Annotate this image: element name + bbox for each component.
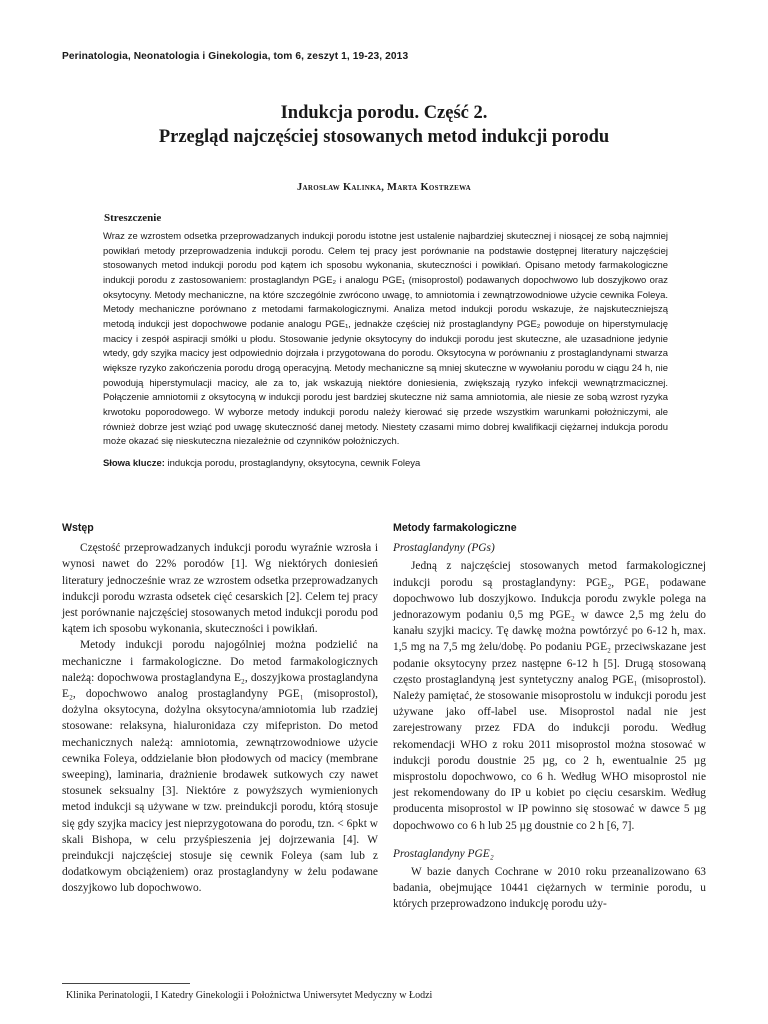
article-title-line1: Indukcja porodu. Część 2. xyxy=(280,103,488,123)
article-title-line2: Przegląd najczęściej stosowanych metod indukcji porodu xyxy=(158,127,610,147)
authors: Jarosław Kalinka, Marta Kostrzewa xyxy=(296,182,472,193)
footnote-rule xyxy=(62,983,190,984)
paragraph: Częstość przeprowadzanych indukcji porodu wyraźnie wzrosła i wynosi nawet do 22% porodów [1]. Wg niektórych doniesień literatury jednocześnie wraz ze wzrostem odsetka przeprowadzanych indukcji porodu wzrasta odsetek cięć cesarskich [2]. Celem tej pracy jest porównanie najczęściej stosowanych metod indukcji porodu pod kątem ich sposobu wykonania, skuteczności i powikłań. xyxy=(62,542,378,636)
keywords-label: Słowa klucze: xyxy=(103,458,165,469)
journal-header: Perinatologia, Neonatologia i Ginekologia, tom 6, zeszyt 1, 19-23, 2013 xyxy=(62,51,409,62)
paragraph: Jedną z najczęściej stosowanych metod farmakologicznej indukcji porodu są prostaglandyny: PGE₂, PGE₁ podawane dopochwowo lub doszyjkowo. Indukcja porodu zwykle polega na jednorazowym podaniu 0,5 mg PGE₂ w dawce 2,5 mg żelu do kanału szyjki macicy. Tę dawkę można powtórzyć po 6-12 h, max. 1,5 mg na 7,5 mg żelu/dobę. Po podaniu PGE₂ przeciwskazane jest podanie oksytocyny przez następne 6-12 h [5]. Drugą stosowaną często prostaglandyną jest syntetyczny analog PGE₁ (misoprostol). Należy pamiętać, że stosowanie misoprostolu w indukcji porodu jest używane jako off-label use. Misoprostol nadal nie jest zarejestrowany przez FDA do indukcji porodu. Według rekomendacji WHO z roku 2011 misoprostol można stosować w indukcji porodu doustnie 25 µg, co 2 h, ewentualnie 25 µg misprostolu dopochwowo, co 6 h. Według WHO misoprostol nie jest rekomendowany do IP u kobiet po cięciu cesarskim. Według producenta misoprostol w IP powinno się stosować w dawce 5 µg dopochwowo co 6 h lub 25 µg doustnie co 2 h [6, 7]. xyxy=(393,560,706,832)
subsection-heading: Prostaglandyny PGE₂ xyxy=(393,847,494,860)
abstract xyxy=(103,230,668,450)
section-heading-pharma: Metody farmakologiczne xyxy=(393,522,517,534)
footnote: Klinika Perinatologii, I Katedry Ginekologii i Położnictwa Uniwersytet Medyczny w Łodzi xyxy=(66,990,433,1001)
paragraph: Metody indukcji porodu najogólniej można podzielić na mechaniczne i farmakologiczne. Do metod farmakologicznych należą: dopochwowa prostaglandyna E₂, doszyjkowa prostaglandyna E₂, dopochwowo analog prostaglandyny PGE₁ (misoprostol), dożylna oksytocyna, dożylna oksytocyna/amniotomia lub rzadziej stosowane: relaksyna, hialuronidaza czy mifepriston. Do metod mechanicznych należą: amniotomia, zewnątrzowodniowe użycie cewnika Foleya, oddzielanie błon płodowych od macicy (membrane sweeping), laminaria, drażnienie brodawek sutkowych czy nawet stosunek seksualny [3]. Niektóre z powyższych wymienionych metod indukcji są używane w tzw. preindukcji porodu, którą stosuje się gdy szyjka macicy jest nieprzygotowana do porodu, tzn. < 6pkt w skali Bishopa, w celu przyśpieszenia jej dojrzewania [4]. W preindukcji najczęściej stosuje się cewnik Foleya (sam lub z dodatkowym obciążeniem) oraz prostaglandyny w żelu podawane doszyjkowo lub dopochwowo. xyxy=(62,639,378,895)
abstract-heading: Streszczenie xyxy=(104,212,162,224)
keywords xyxy=(103,458,668,469)
subsection-heading: Prostaglandyny (PGs) xyxy=(393,542,495,555)
keywords-text: indukcja porodu, prostaglandyny, oksytocyna, cewnik Foleya xyxy=(164,458,421,469)
paragraph: W bazie danych Cochrane w 2010 roku przeanalizowano 63 badania, obejmujące 10441 ciężarnych w terminie porodu, u których przeprowadzono indukcję porodu uży- xyxy=(393,866,706,911)
right-column xyxy=(393,520,706,913)
section-heading-intro: Wstęp xyxy=(62,522,94,534)
left-column xyxy=(62,520,378,897)
abstract-text: Wraz ze wzrostem odsetka przeprowadzanych indukcji porodu istotne jest ustalenie najbardziej skutecznej i niosącej ze sobą najmniej powikłań metody przeprowadzenia indukcji porodu. Celem tej pracy jest porównanie na podstawie dostępnej literatury najczęściej stosowanych metod indukcji porodu pod kątem ich sposobu wykonania, skuteczności i powikłań. Opisano metody farmakologiczne indukcji porodu z zastosowaniem: prostaglandyn PGE₂ i analogu PGE₁ (misoprostol) podawanych dopochwowo lub doszyjkowo oraz oksytocyny. Metody mechaniczne, na które szczególnie zwrócono uwagę, to amniotomia i zewnątrzowodniowe użycie cewnika Foleya. Metody mechaniczne porównano z metodami farmakologicznymi. Analiza metod indukcji porodu wskazuje, że najskuteczniejszą metodą indukcji jest dopochwowe podanie analogu PGE₁, jednakże częściej niż prostaglandyny PGE₂ powoduje on hiperstymulację macicy i zespół aspiracji smółki u płodu. Stosowanie jedynie oksytocyny do indukcji porodu jest skuteczne, ale uzasadnione jedynie wtedy, gdy szyjka macicy jest odpowiednio dojrzała i przygotowana do porodu. Oksytocyna w porównaniu z prostaglandynami stwarza większe ryzyko zakończenia porodu drogą operacyjną. Metody mechaniczne są mniej skuteczne w wywołaniu porodu w ciągu 24 h, nie powodują hiperstymulacji macicy, ale za to, jak wskazują niektóre doniesienia, zwiększają ryzyko infekcji wewnątrzmacicznej. Połączenie amniotomii z oksytocyną w indukcji porodu jest bardziej skuteczne niż sama amniotomia, ale niesie ze sobą wzrost ryzyka krwotoku poporodowego. W wyborze metody indukcji porodu należy kierować się przede wszystkim warunkami położniczymi, ale również dobrze jest wziąć pod uwagę skuteczność danej metody. Niestety czasami mimo dobrej kwalifikacji ciężarnej indukcja porodu może okazać się nieskuteczna niezależnie od czynników położniczych. xyxy=(103,231,668,448)
